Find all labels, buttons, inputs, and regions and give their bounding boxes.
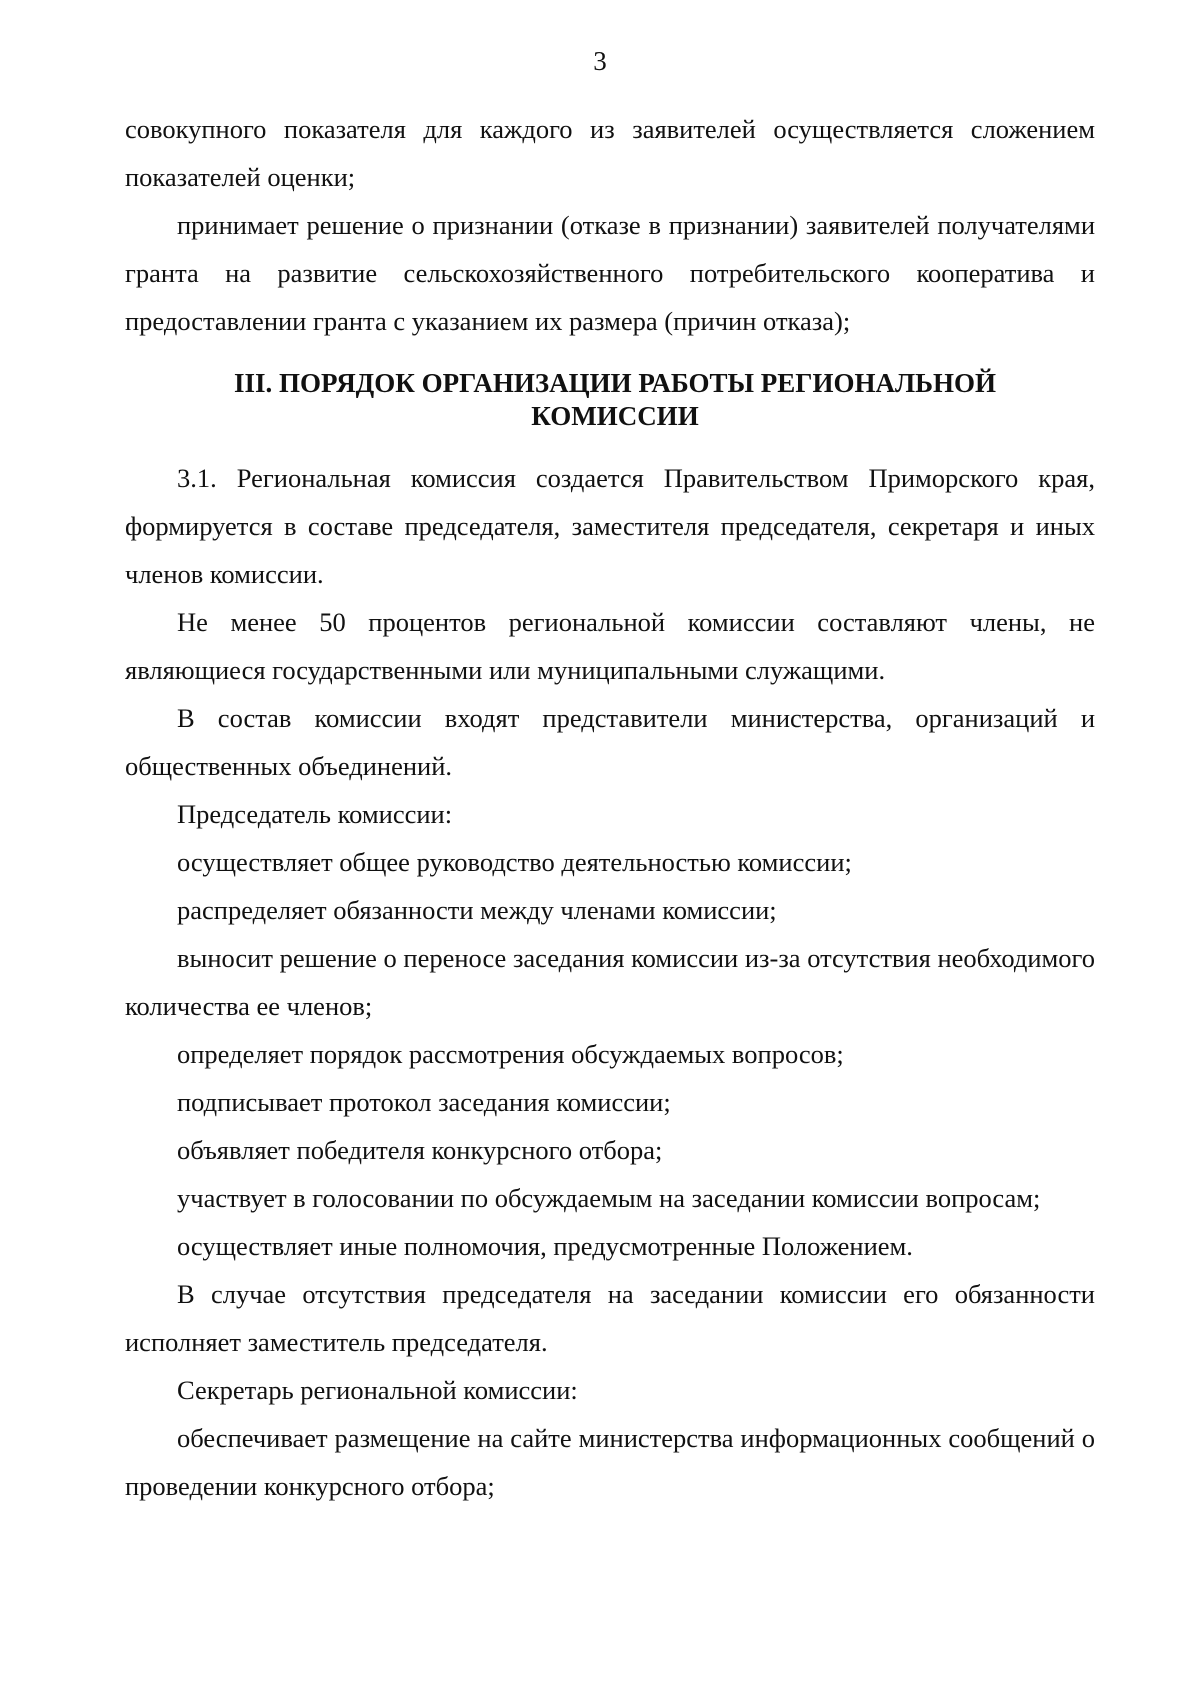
- section-heading-line-2: КОМИССИИ: [531, 401, 699, 431]
- page-number: 3: [593, 46, 607, 76]
- paragraph: 3.1. Региональная комиссия создается Правительством Приморского края, формируется в составе председателя, заместителя председателя, секретаря и иных членов комиссии.: [125, 463, 1095, 589]
- list-item: объявляет победителя конкурсного отбора;: [177, 1135, 663, 1165]
- paragraph: В случае отсутствия председателя на заседании комиссии его обязанности исполняет заместитель председателя.: [125, 1279, 1095, 1357]
- list-item: определяет порядок рассмотрения обсуждаемых вопросов;: [177, 1039, 844, 1069]
- section-heading-line-1: III. ПОРЯДОК ОРГАНИЗАЦИИ РАБОТЫ РЕГИОНАЛЬНОЙ: [234, 368, 996, 398]
- list-item: осуществляет общее руководство деятельностью комиссии;: [177, 847, 852, 877]
- paragraph: Председатель комиссии:: [177, 799, 453, 829]
- document-body: [125, 105, 1095, 1510]
- list-item: осуществляет иные полномочия, предусмотренные Положением.: [177, 1231, 913, 1261]
- paragraph: В состав комиссии входят представители министерства, организаций и общественных объединений.: [125, 703, 1095, 781]
- paragraph: принимает решение о признании (отказе в признании) заявителей получателями гранта на развитие сельскохозяйственного потребительского кооператива и предоставлении гранта с указанием их размера (причин отказа);: [125, 210, 1095, 336]
- list-item: выносит решение о переносе заседания комиссии из-за отсутствия необходимого количества ее членов;: [125, 943, 1095, 1021]
- list-item: подписывает протокол заседания комиссии;: [177, 1087, 671, 1117]
- list-item: распределяет обязанности между членами комиссии;: [177, 895, 777, 925]
- list-item: участвует в голосовании по обсуждаемым на заседании комиссии вопросам;: [177, 1183, 1041, 1213]
- section-heading: [125, 367, 1095, 433]
- paragraph: Секретарь региональной комиссии:: [177, 1375, 578, 1405]
- list-item: обеспечивает размещение на сайте министерства информационных сообщений о проведении конкурсного отбора;: [125, 1423, 1095, 1501]
- paragraph-continuation: совокупного показателя для каждого из заявителей осуществляется сложением показателей оценки;: [125, 114, 1095, 192]
- paragraph: Не менее 50 процентов региональной комиссии составляют члены, не являющиеся государственными или муниципальными служащими.: [125, 607, 1095, 685]
